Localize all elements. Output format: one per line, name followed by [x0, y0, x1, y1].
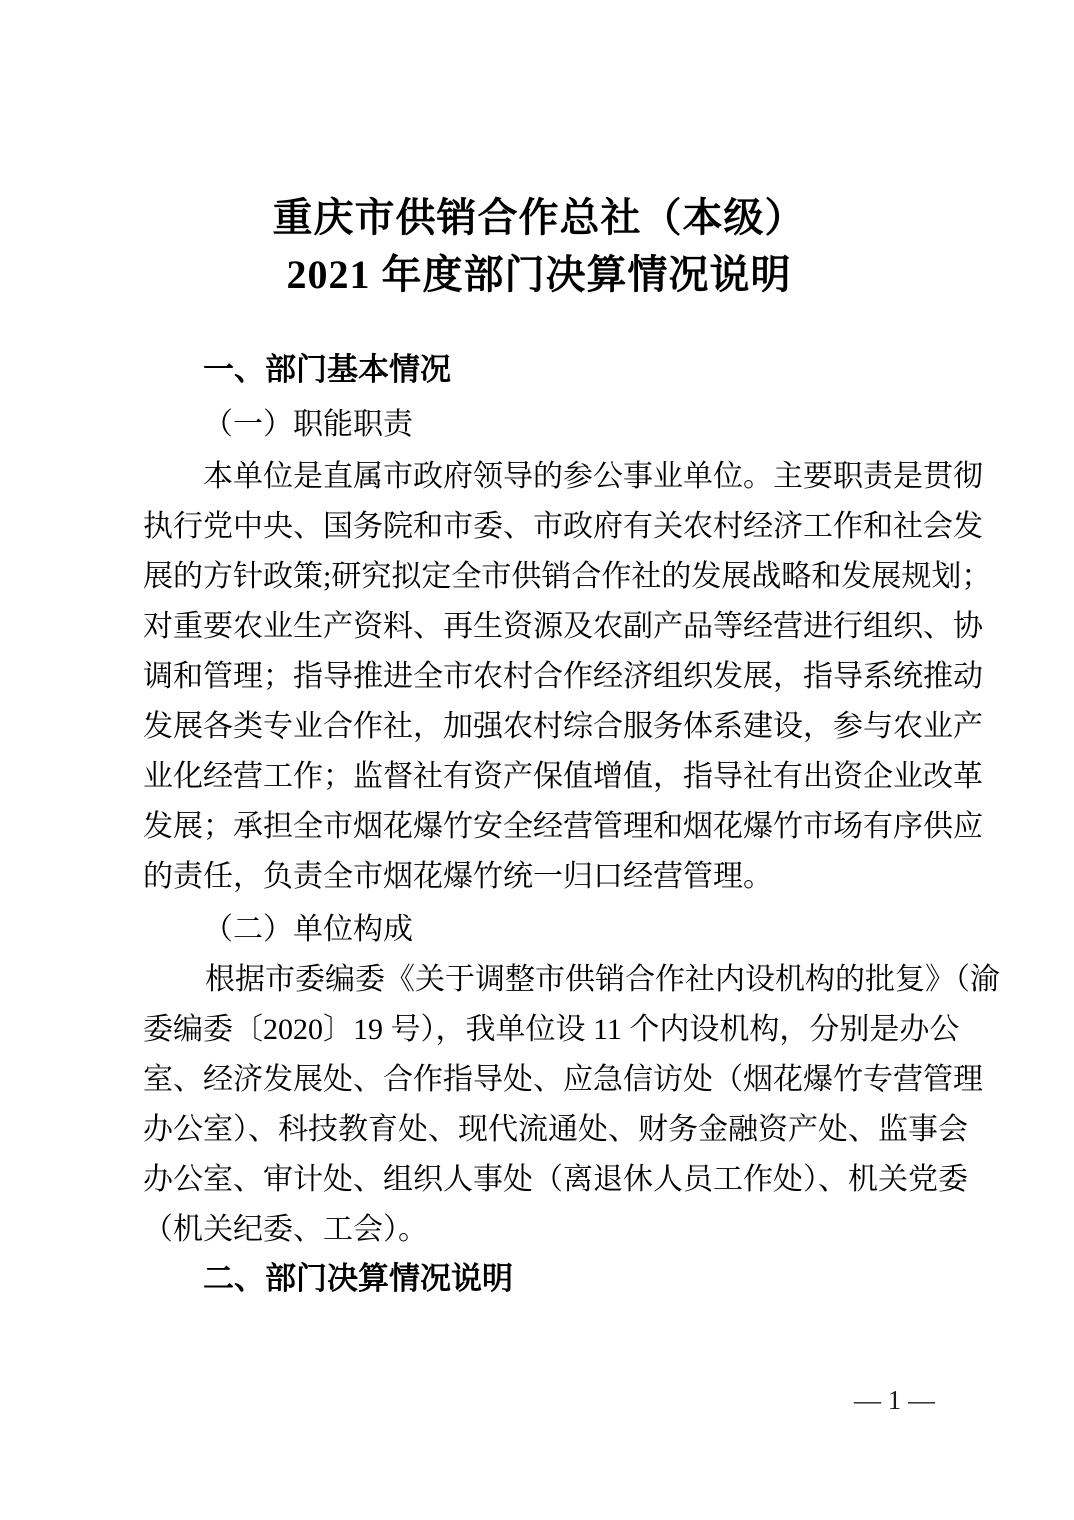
text-line: 发展；承担全市烟花爆竹安全经营管理和烟花爆竹市场有序供应: [143, 810, 983, 843]
document-title: [143, 189, 935, 303]
text-line: 2021 年度部门决算情况说明: [286, 252, 792, 297]
paragraph-duties: [143, 452, 992, 902]
page-number: — 1 —: [854, 1385, 935, 1415]
text-line: 重庆市供销合作总社（本级）: [272, 195, 806, 240]
text-line: 业化经营工作；监督社有资产保值增值，指导社有出资企业改革: [143, 760, 983, 793]
text-line: 展的方针政策;研究拟定全市供销合作社的发展战略和发展规划；: [143, 560, 992, 593]
text-line: 执行党中央、国务院和市委、市政府有关农村经济工作和社会发: [143, 510, 983, 543]
text-line: 调和管理；指导推进全市农村合作经济组织发展，指导系统推动: [143, 660, 983, 693]
text-line: 本单位是直属市政府领导的参公事业单位。主要职责是贯彻: [203, 460, 983, 493]
text-line: 室、经济发展处、合作指导处、应急信访处（烟花爆竹专营管理: [143, 1063, 983, 1096]
text-line: 办公室）、科技教育处、现代流通处、财务金融资产处、监事会: [143, 1113, 968, 1146]
section-heading-basic-info: 一、部门基本情况: [203, 352, 451, 387]
paragraph-unit-composition: [143, 955, 1000, 1255]
section-heading-final-accounts: 二、部门决算情况说明: [203, 1261, 513, 1296]
text-line: 办公室、审计处、组织人事处（离退休人员工作处）、机关党委: [143, 1163, 968, 1196]
text-line: （机关纪委、工会）。: [143, 1213, 428, 1246]
subheading-unit-composition: （二）单位构成: [203, 913, 413, 946]
text-line: 对重要农业生产资料、再生资源及农副产品等经营进行组织、协: [143, 610, 983, 643]
text-line: 委编委〔2020〕19 号），我单位设 11 个内设机构，分别是办公: [143, 1013, 960, 1046]
text-line: 发展各类专业合作社，加强农村综合服务体系建设，参与农业产: [143, 710, 983, 743]
subheading-duties: （一）职能职责: [203, 408, 413, 441]
text-line: 根据市委编委《关于调整市供销合作社内设机构的批复》（渝: [205, 963, 1000, 996]
text-line: 的责任，负责全市烟花爆竹统一归口经营管理。: [143, 860, 773, 893]
